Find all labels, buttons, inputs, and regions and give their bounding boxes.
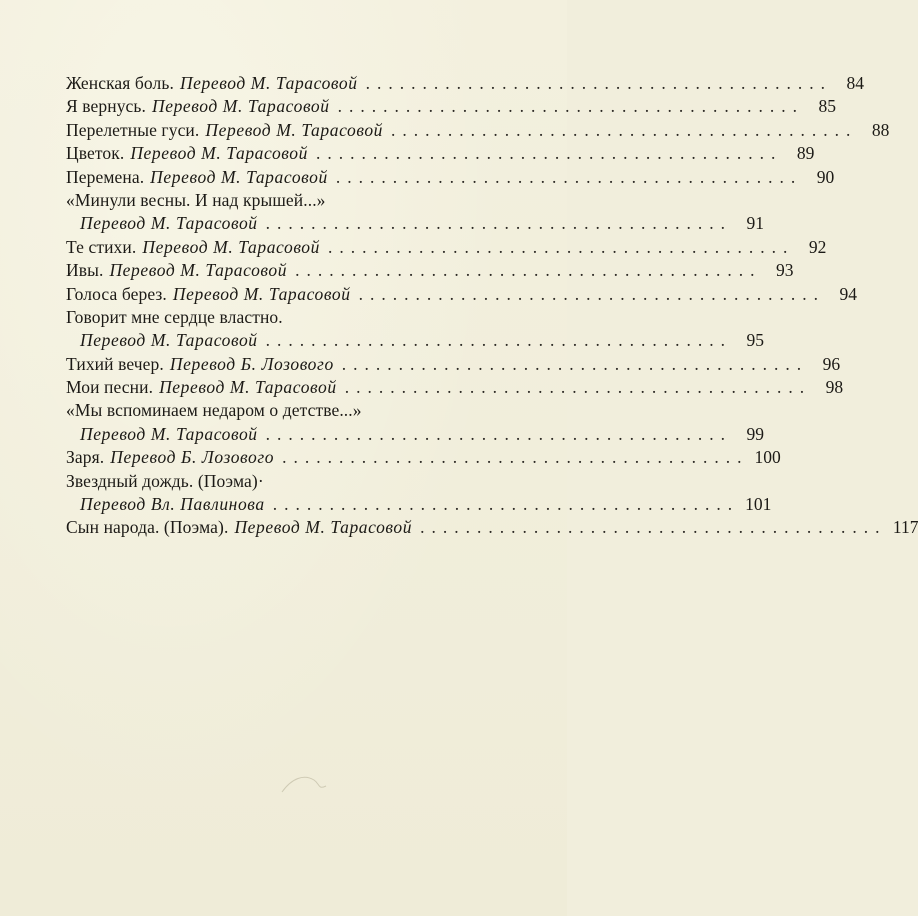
toc-entry-text <box>66 470 264 493</box>
poem-title: Мои песни. <box>66 377 154 398</box>
toc-entry <box>66 189 530 212</box>
poem-title: Говорит мне сердце властно. <box>66 306 283 327</box>
toc-entry-text <box>66 283 351 306</box>
toc-entry-text <box>66 119 383 142</box>
toc-entry-text <box>66 423 258 446</box>
page-number: 98 <box>825 377 844 398</box>
dot-leader: ......................................... <box>282 447 749 468</box>
translator-credit: Перевод М. Тарасовой <box>234 517 413 538</box>
dot-leader: ......................................... <box>358 283 825 304</box>
toc-entry <box>66 516 918 539</box>
toc-entry-text <box>66 212 258 235</box>
translator-credit: Перевод М. Тарасовой <box>151 96 330 117</box>
toc-entry <box>66 119 890 142</box>
table-of-contents <box>66 72 918 540</box>
poem-title: Перемена. <box>66 166 145 187</box>
toc-entry <box>66 306 530 329</box>
poem-title: Звездный дождь. (Поэма)· <box>66 470 264 491</box>
toc-entry-text <box>66 446 274 469</box>
faint-pencil-mark <box>278 768 338 798</box>
page-number: 99 <box>746 423 765 444</box>
translator-credit: Перевод М. Тарасовой <box>159 377 337 398</box>
dot-leader: ......................................... <box>315 143 783 164</box>
toc-entry-text <box>66 95 330 118</box>
toc-entry-text <box>66 259 287 282</box>
poem-title: Я вернусь. <box>66 96 146 117</box>
toc-entry <box>66 423 765 446</box>
translator-credit: Перевод М. Тарасовой <box>80 423 258 444</box>
toc-entry-text <box>66 189 326 212</box>
dot-leader: ......................................... <box>265 330 733 351</box>
poem-title: Женская боль. <box>66 73 174 93</box>
toc-entry <box>66 353 841 376</box>
toc-entry <box>66 95 837 118</box>
toc-entry <box>66 376 844 399</box>
translator-credit: Перевод Б. Лозового <box>169 353 334 374</box>
translator-credit: Перевод М. Тарасовой <box>179 73 358 93</box>
toc-entry-text <box>66 353 334 376</box>
page-number: 96 <box>822 353 841 374</box>
page-number: 89 <box>796 143 815 164</box>
toc-entry-text <box>66 516 412 539</box>
translator-credit: Перевод М. Тарасовой <box>80 330 258 351</box>
translator-credit: Перевод М. Тарасовой <box>142 236 321 257</box>
dot-leader: ......................................... <box>265 213 733 234</box>
translator-credit: Перевод М. Тарасовой <box>80 213 258 234</box>
page-number: 92 <box>808 236 827 257</box>
toc-entry <box>66 142 815 165</box>
toc-entry-text <box>66 72 358 95</box>
toc-entry-text <box>66 493 265 516</box>
toc-entry <box>66 72 864 95</box>
poem-title: Перелетные гуси. <box>66 119 200 140</box>
toc-entry-text <box>66 142 308 165</box>
poem-title: Цветок. <box>66 143 125 164</box>
toc-entry <box>66 329 765 352</box>
toc-entry-text <box>66 166 328 189</box>
toc-entry <box>66 493 772 516</box>
page-number: 84 <box>846 73 864 93</box>
translator-credit: Перевод Б. Лозового <box>110 447 275 468</box>
toc-entry <box>66 399 530 422</box>
page-number: 90 <box>816 166 835 187</box>
poem-title: Тихий вечер. <box>66 353 164 374</box>
dot-leader: ......................................... <box>341 353 809 374</box>
toc-entry <box>66 470 530 493</box>
dot-leader: ......................................... <box>420 517 887 538</box>
dot-leader: ......................................... <box>337 96 805 117</box>
page-number: 91 <box>746 213 765 234</box>
toc-entry-text <box>66 399 362 422</box>
page-number: 100 <box>754 447 781 468</box>
dot-leader: ......................................... <box>344 377 812 398</box>
translator-credit: Перевод Вл. Павлинова <box>80 494 265 515</box>
poem-title: Сын народа. (Поэма). <box>66 517 229 538</box>
poem-title: Голоса берез. <box>66 283 167 304</box>
page-number: 88 <box>871 119 890 140</box>
translator-credit: Перевод М. Тарасовой <box>172 283 351 304</box>
dot-leader: ......................................... <box>365 73 832 93</box>
poem-title: Ивы. <box>66 260 104 281</box>
dot-leader: ......................................... <box>335 166 803 187</box>
page-number: 95 <box>746 330 765 351</box>
poem-title: Заря. <box>66 447 105 468</box>
toc-entry-text <box>66 236 320 259</box>
dot-leader: ......................................... <box>295 260 762 281</box>
toc-entry <box>66 446 781 469</box>
translator-credit: Перевод М. Тарасовой <box>109 260 288 281</box>
translator-credit: Перевод М. Тарасовой <box>205 119 384 140</box>
translator-credit: Перевод М. Тарасовой <box>150 166 328 187</box>
toc-entry <box>66 166 835 189</box>
toc-entry-text <box>66 376 337 399</box>
toc-entry-text <box>66 329 258 352</box>
page-number: 117 <box>892 517 918 538</box>
dot-leader: ......................................... <box>328 236 795 257</box>
page-number: 101 <box>745 494 772 515</box>
dot-leader: ......................................... <box>272 494 740 515</box>
poem-title: «Мы вспоминаем недаром о детстве...» <box>66 400 362 421</box>
poem-title: «Минули весны. И над крышей...» <box>66 189 326 210</box>
page-number: 94 <box>839 283 857 304</box>
dot-leader: ......................................... <box>265 423 733 444</box>
toc-entry <box>66 236 827 259</box>
page-number: 85 <box>818 96 837 117</box>
dot-leader: ......................................... <box>391 119 858 140</box>
toc-entry-text <box>66 306 283 329</box>
page-number: 93 <box>775 260 794 281</box>
toc-entry <box>66 212 765 235</box>
translator-credit: Перевод М. Тарасовой <box>130 143 308 164</box>
poem-title: Те стихи. <box>66 236 137 257</box>
toc-entry <box>66 283 857 306</box>
toc-entry <box>66 259 794 282</box>
